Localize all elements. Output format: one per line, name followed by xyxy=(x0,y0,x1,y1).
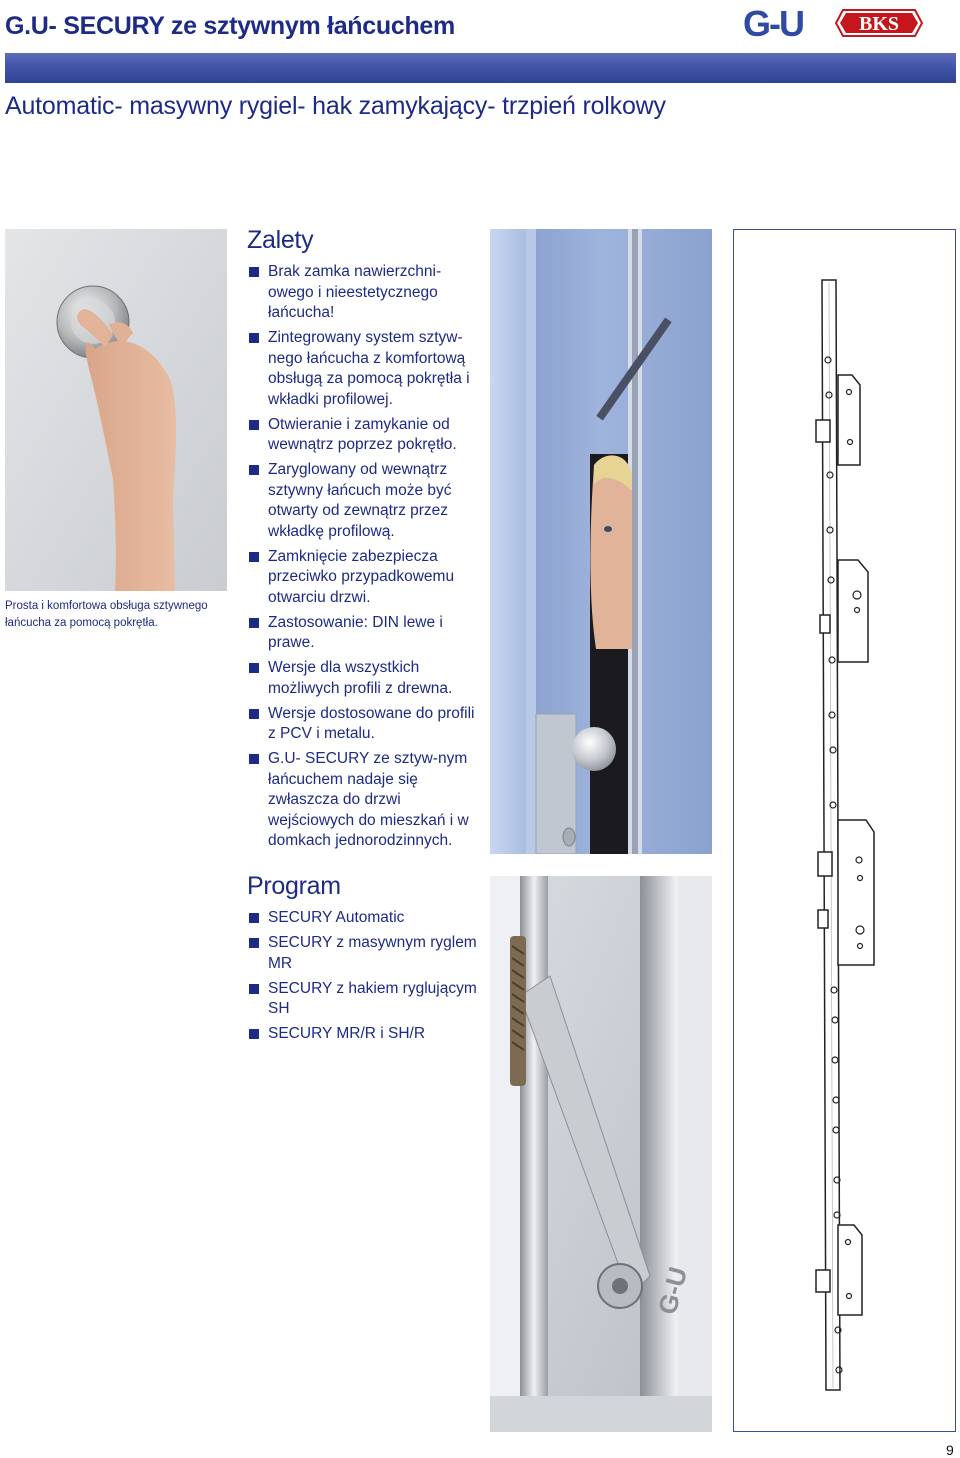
bullet-square-icon xyxy=(249,913,259,923)
title-bar xyxy=(5,53,956,83)
list-item: Brak zamka nawierzchni-owego i nieestetycznego łańcucha! xyxy=(248,262,480,324)
bullet-square-icon xyxy=(249,420,259,430)
photo-caption: Prosta i komfortowa obsługa sztywnego łańcucha za pomocą pokrętła. xyxy=(5,600,208,629)
list-item: Zintegrowany system sztyw-nego łańcucha z komfortową obsługą za pomocą pokrętła i wkładki profilowej. xyxy=(248,328,480,410)
advantages-heading: Zalety xyxy=(247,226,314,254)
knob-photo xyxy=(5,229,227,591)
bullet-square-icon xyxy=(249,984,259,994)
program-list xyxy=(248,908,480,1049)
list-item: SECURY MR/R i SH/R xyxy=(248,1024,480,1045)
gu-logo-text: G-U xyxy=(743,4,803,42)
bullet-square-icon xyxy=(249,938,259,948)
bullet-square-icon xyxy=(249,465,259,475)
bullet-square-icon xyxy=(249,663,259,673)
list-item: Zaryglowany od wewnątrz sztywny łańcuch może być otwarty od zewnątrz przez wkładkę profilową. xyxy=(248,460,480,542)
mechanism-photo xyxy=(490,876,712,1432)
bullet-square-icon xyxy=(249,333,259,343)
bullet-square-icon xyxy=(249,552,259,562)
list-item: Wersje dla wszystkich możliwych profili z drewna. xyxy=(248,658,480,699)
list-item: SECURY z hakiem ryglującym SH xyxy=(248,979,480,1020)
bullet-square-icon xyxy=(249,754,259,764)
advantages-list xyxy=(248,262,480,856)
list-item: Zamknięcie zabezpiecza przeciwko przypadkowemu otwarciu drzwi. xyxy=(248,547,480,609)
list-item: SECURY z masywnym ryglem MR xyxy=(248,933,480,974)
svg-text:G-U: G-U xyxy=(651,1263,694,1318)
page-title: G.U- SECURY ze sztywnym łańcuchem xyxy=(5,12,455,40)
bullet-square-icon xyxy=(249,267,259,277)
gu-logo xyxy=(733,4,813,42)
list-item: G.U- SECURY ze sztyw-nym łańcuchem nadaje się zwłaszcza do drzwi wejściowych do mieszkań i w domkach jednorodzinnych. xyxy=(248,749,480,852)
list-item: Zastosowanie: DIN lewe i prawe. xyxy=(248,613,480,654)
door-photo xyxy=(490,229,712,854)
page-number: 9 xyxy=(946,1442,954,1458)
lock-drawing xyxy=(734,230,955,1431)
list-item: Wersje dostosowane do profili z PCV i metalu. xyxy=(248,704,480,745)
bks-logo-text: BKS xyxy=(858,13,900,35)
bullet-square-icon xyxy=(249,1029,259,1039)
bullet-square-icon xyxy=(249,618,259,628)
list-item: SECURY Automatic xyxy=(248,908,480,929)
program-heading: Program xyxy=(247,872,341,900)
page-subtitle: Automatic- masywny rygiel- hak zamykający- trzpień rolkowy xyxy=(5,92,666,120)
list-item: Otwieranie i zamykanie od wewnątrz poprzez pokrętło. xyxy=(248,415,480,456)
bullet-square-icon xyxy=(249,709,259,719)
bks-logo xyxy=(835,6,923,40)
